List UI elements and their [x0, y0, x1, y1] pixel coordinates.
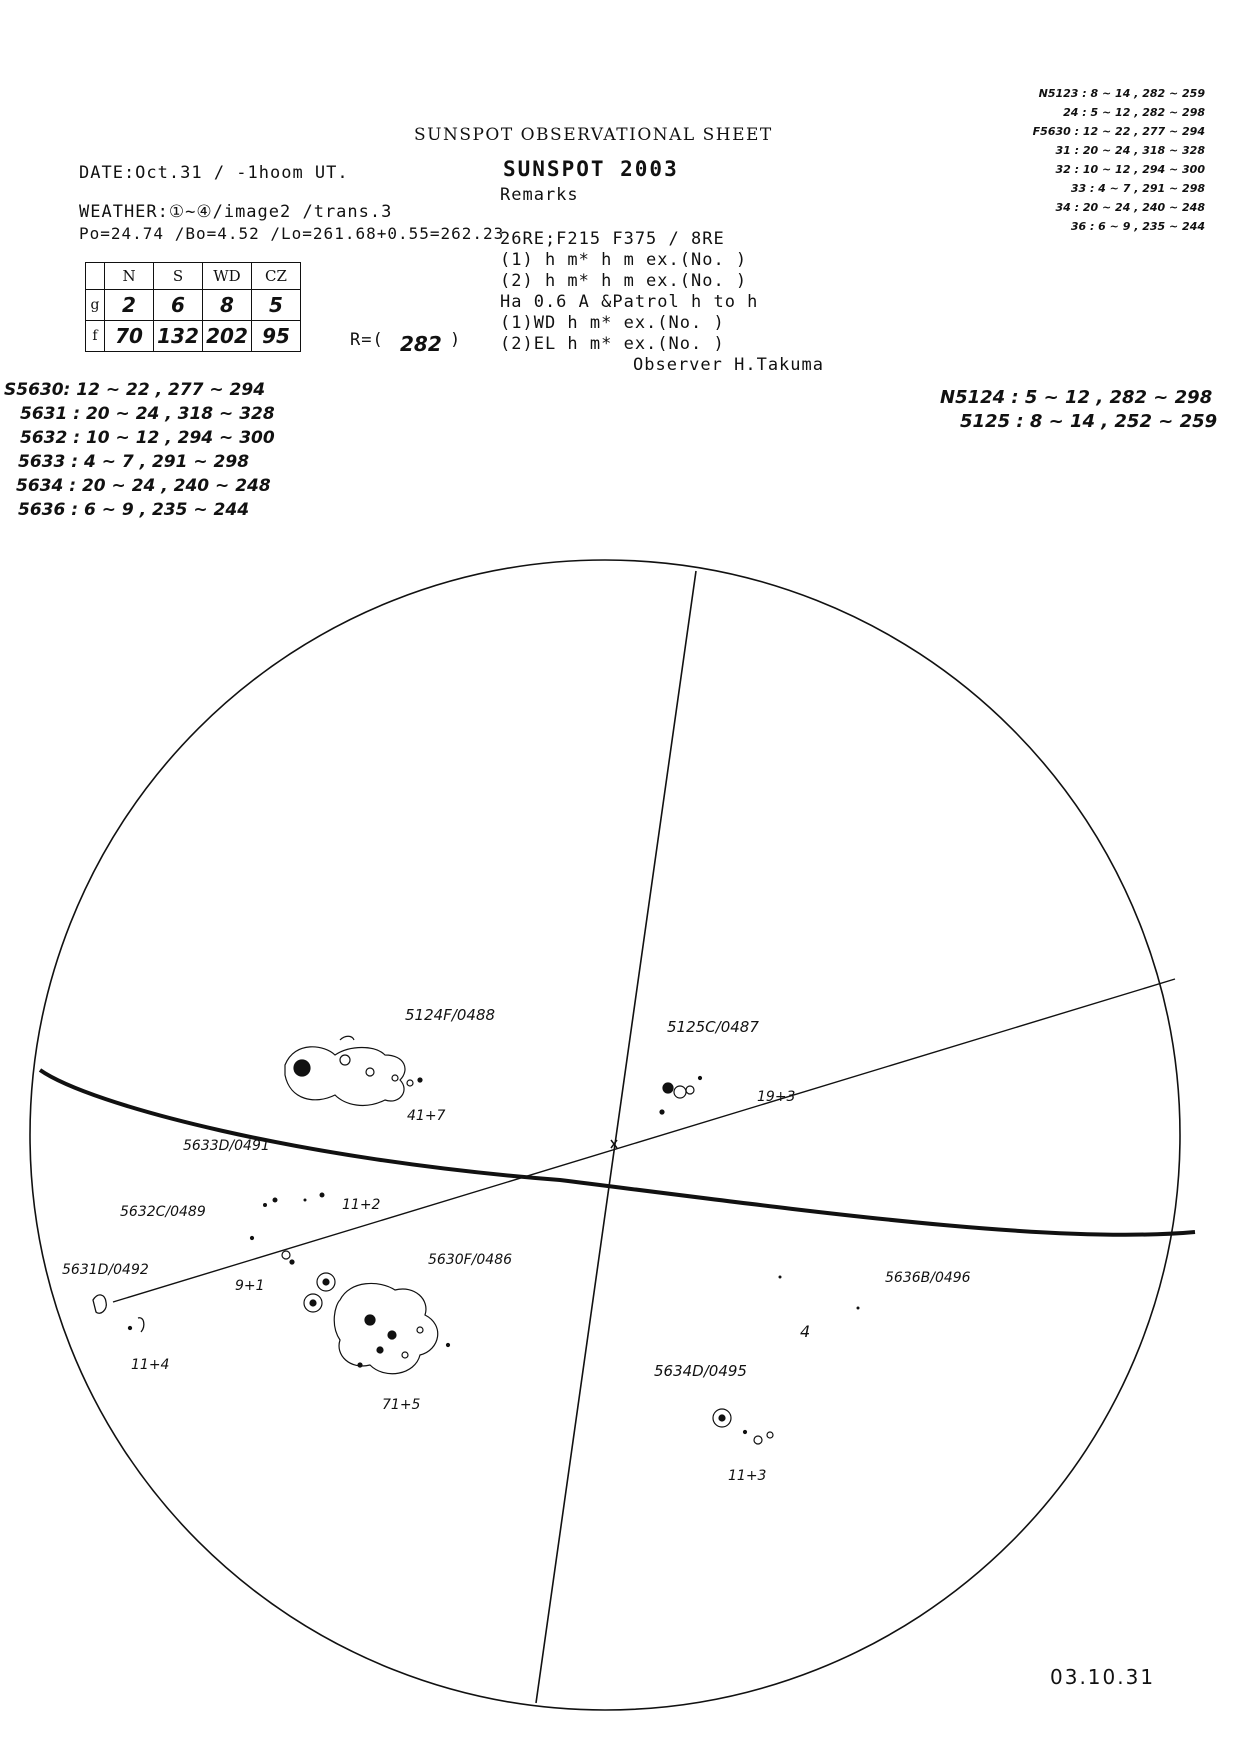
remarks-line-0: 26RE;F215 F375 / 8RE	[500, 229, 725, 249]
group-label-5631: 5631D/0492	[62, 1262, 149, 1278]
r-label: R=(	[350, 330, 384, 350]
sunspot-group-5634	[713, 1409, 773, 1444]
group-label-5633: 5633D/0491	[183, 1138, 270, 1154]
r-close: )	[450, 330, 462, 350]
corner-note: 36 : 6 ~ 9 , 235 ~ 244	[1070, 220, 1205, 233]
group-count-5633: 11+2	[342, 1197, 381, 1213]
group-count-5636: 4	[800, 1322, 811, 1341]
f-cz: 95	[252, 321, 301, 352]
weather-line: WEATHER:①~④/image2 /trans.3	[79, 202, 393, 222]
row-label-g: g	[86, 290, 105, 321]
group-label-5632: 5632C/0489	[120, 1204, 206, 1220]
group-label-5124: 5124F/0488	[405, 1006, 496, 1024]
sheet-title: SUNSPOT OBSERVATIONAL SHEET	[414, 125, 773, 145]
corner-note: 34 : 20 ~ 24 , 240 ~ 248	[1055, 201, 1205, 214]
row-label-f: f	[86, 321, 105, 352]
sunspot-group-5636	[779, 1276, 860, 1310]
date-stamp: 03.10.31	[1050, 1665, 1156, 1689]
list-item: 5125 : 8 ~ 14 , 252 ~ 259	[960, 411, 1218, 432]
list-item: N5124 : 5 ~ 12 , 282 ~ 298	[940, 387, 1213, 408]
solar-disk-outline	[30, 560, 1180, 1710]
list-item: S5630: 12 ~ 22 , 277 ~ 294	[4, 380, 266, 400]
corner-note: 33 : 4 ~ 7 , 291 ~ 298	[1070, 182, 1205, 195]
group-count-5630: 71+5	[382, 1397, 421, 1413]
header-cz: CZ	[252, 263, 301, 290]
header-n: N	[105, 263, 154, 290]
corner-note: 24 : 5 ~ 12 , 282 ~ 298	[1063, 106, 1205, 119]
observer: Observer H.Takuma	[633, 355, 824, 375]
g-n: 2	[105, 290, 154, 321]
sunspot-group-5632	[251, 1237, 295, 1265]
group-label-5630: 5630F/0486	[428, 1252, 513, 1268]
corner-note: F5630 : 12 ~ 22 , 277 ~ 294	[1032, 125, 1205, 138]
f-n: 70	[105, 321, 154, 352]
r-value: 282	[400, 332, 442, 356]
ns-axis-line	[536, 571, 696, 1703]
remarks-label: Remarks	[500, 185, 579, 205]
sunspot-group-5125	[660, 1077, 702, 1115]
header-wd: WD	[203, 263, 252, 290]
list-item: 5636 : 6 ~ 9 , 235 ~ 244	[18, 500, 250, 520]
group-label-5125: 5125C/0487	[667, 1018, 759, 1036]
date-line: DATE:Oct.31 / -1hoom UT.	[79, 163, 349, 183]
sunspot-group-5124	[285, 1036, 422, 1105]
header-s: S	[154, 263, 203, 290]
g-wd: 8	[203, 290, 252, 321]
corner-note: 32 : 10 ~ 12 , 294 ~ 300	[1055, 163, 1205, 176]
corner-note: N5123 : 8 ~ 14 , 282 ~ 259	[1038, 87, 1205, 100]
list-item: 5633 : 4 ~ 7 , 291 ~ 298	[18, 452, 250, 472]
group-label-5636: 5636B/0496	[885, 1270, 971, 1286]
group-count-5634: 11+3	[728, 1468, 767, 1484]
list-item: 5632 : 10 ~ 12 , 294 ~ 300	[20, 428, 275, 448]
remarks-line-2: (2) h m* h m ex.(No. )	[500, 271, 748, 291]
sunspot-group-5630	[304, 1273, 450, 1374]
group-count-5124: 41+7	[407, 1108, 446, 1124]
corner-note: 31 : 20 ~ 24 , 318 ~ 328	[1055, 144, 1205, 157]
list-item: 5634 : 20 ~ 24 , 240 ~ 248	[16, 476, 271, 496]
sheet-subtitle: SUNSPOT 2003	[503, 157, 679, 181]
list-item: 5631 : 20 ~ 24 , 318 ~ 328	[20, 404, 275, 424]
remarks-line-4: (1)WD h m* ex.(No. )	[500, 313, 725, 333]
group-label-5634: 5634D/0495	[654, 1362, 747, 1380]
remarks-line-1: (1) h m* h m ex.(No. )	[500, 250, 748, 270]
group-count-5631: 11+4	[131, 1357, 170, 1373]
sunspot-group-5633	[263, 1193, 325, 1208]
g-cz: 5	[252, 290, 301, 321]
f-s: 132	[154, 321, 203, 352]
f-wd: 202	[203, 321, 252, 352]
angles-line: Po=24.74 /Bo=4.52 /Lo=261.68+0.55=262.23	[79, 224, 505, 243]
remarks-line-5: (2)EL h m* ex.(No. )	[500, 334, 725, 354]
group-count-5125: 19+3	[757, 1089, 796, 1105]
remarks-line-3: Ha 0.6 A &Patrol h to h	[500, 292, 759, 312]
group-count-5632: 9+1	[235, 1278, 265, 1294]
g-s: 6	[154, 290, 203, 321]
